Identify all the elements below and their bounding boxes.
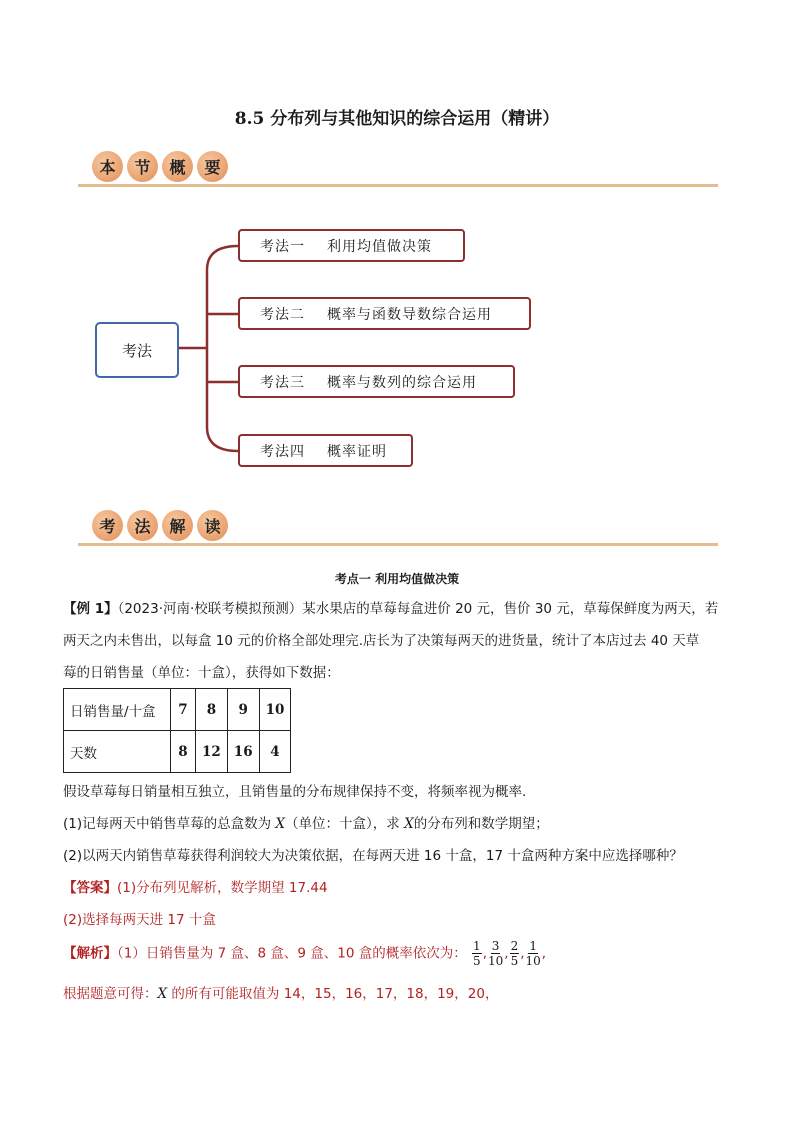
fraction <box>472 940 482 967</box>
analysis-line2-post: 的所有可能取值为 14，15，16，17，18，19，20， <box>167 986 499 1002</box>
connector-trunk <box>207 246 238 451</box>
sales-table <box>63 688 291 773</box>
numerator: 2 <box>510 939 519 953</box>
denominator: 5 <box>473 954 481 968</box>
numerator: 1 <box>473 939 481 953</box>
table-cell: 12 <box>196 731 228 773</box>
answer-tag: 【答案】 <box>63 880 117 896</box>
analysis-text: （1）日销售量为 7 盒、8 盒、9 盒、10 盒的概率依次为： <box>117 945 467 962</box>
assumption-text: 假设草莓每日销量相互独立，且销售量的分布规律保持不变，将频率视为概率. <box>63 784 527 800</box>
table-row-header: 日销售量/十盒 <box>64 689 171 731</box>
example-line-2: 两天之内未售出，以每盒 10 元的价格全部处理完.店长为了决策每两天的进货量，统计了本店过去 40 天草 <box>63 633 700 649</box>
q1-post: 的分布列和数学期望； <box>413 816 549 832</box>
analysis-line2-pre: 根据题意可得： <box>63 986 158 1002</box>
table-row-header: 天数 <box>64 731 171 773</box>
example-line-1 <box>63 601 731 617</box>
table-cell: 8 <box>196 689 228 731</box>
node-topic: 概率与函数导数综合运用 <box>327 306 492 323</box>
table-cell: 16 <box>227 731 259 773</box>
q1-var: X <box>275 816 286 832</box>
analysis-var: X <box>157 986 168 1002</box>
kaodian-title: 考点一 利用均值做决策 <box>334 572 460 586</box>
analysis-line-1: 【解析】（1）日销售量为 7 盒、8 盒、9 盒、10 盒的概率依次为： $\frac{1}{5}$ , $\frac{3}{10}$ , $\frac{2}{5}$ , $\frac{1}{10}$ , <box>63 939 547 968</box>
table-cell: 7 <box>171 689 196 731</box>
document-title: 8.5 分布列与其他知识的综合运用（精讲） <box>234 109 560 129</box>
fraction <box>488 940 503 967</box>
example-tag: 【例 1】 <box>63 601 118 617</box>
denominator: 10 <box>487 954 504 968</box>
denominator: 10 <box>525 954 541 968</box>
table-cell: 9 <box>227 689 259 731</box>
section-char: 要 <box>197 151 228 182</box>
node-label: 考法二 <box>260 306 305 323</box>
q1-var2: X <box>404 816 414 832</box>
node-topic: 概率与数列的综合运用 <box>327 374 477 391</box>
node-topic: 概率证明 <box>327 443 387 460</box>
section-header-overview <box>78 151 718 187</box>
numerator: 1 <box>529 939 537 953</box>
node-topic: 利用均值做决策 <box>327 238 432 255</box>
node-label: 考法三 <box>260 374 305 391</box>
mindmap-root-node: 考法 <box>95 322 179 378</box>
question-1 <box>63 816 731 832</box>
table-row <box>64 689 291 731</box>
mindmap-node-1 <box>238 229 465 262</box>
mindmap-node-2 <box>238 297 531 330</box>
question-2: (2)以两天内销售草莓获得利润较大为决策依据，在每两天进 16 十盒，17 十盒两种方案中应选择哪种？ <box>63 848 683 864</box>
numerator: 3 <box>491 939 500 953</box>
table-row <box>64 731 291 773</box>
node-label: 考法一 <box>260 238 305 255</box>
example-line-3: 莓的日销售量（单位：十盒），获得如下数据： <box>63 665 340 681</box>
q1-pre: (1)记每两天中销售草莓的总盒数为 <box>63 816 276 832</box>
mindmap-node-3 <box>238 365 515 398</box>
denominator: 5 <box>510 954 519 968</box>
q1-mid: （单位：十盒），求 <box>285 816 405 832</box>
section-char: 解 <box>162 510 193 541</box>
section-char: 考 <box>92 510 123 541</box>
table-cell: 8 <box>171 731 196 773</box>
section-header-interpretation <box>78 510 718 546</box>
section-char: 本 <box>92 151 123 182</box>
table-cell: 10 <box>259 689 291 731</box>
mindmap-node-4 <box>238 434 413 467</box>
table-cell: 4 <box>259 731 291 773</box>
analysis-tag: 【解析】 <box>63 945 117 962</box>
answer-line-1 <box>63 880 731 896</box>
section-char: 读 <box>197 510 228 541</box>
example-text: （2023·河南·校联考模拟预测）某水果店的草莓每盒进价 20 元，售价 30 元，草莓保鲜度为两天，若 <box>117 601 719 617</box>
answer-1: (1)分布列见解析，数学期望 17.44 <box>117 880 328 896</box>
section-char: 概 <box>162 151 193 182</box>
section-char: 节 <box>127 151 158 182</box>
section-rule <box>78 184 718 187</box>
fraction <box>526 940 541 967</box>
answer-line-2: (2)选择每两天进 17 十盒 <box>63 912 216 928</box>
fraction <box>510 940 520 967</box>
analysis-line-2 <box>63 986 731 1002</box>
node-label: 考法四 <box>260 443 305 460</box>
section-rule <box>78 543 718 546</box>
section-char: 法 <box>127 510 158 541</box>
